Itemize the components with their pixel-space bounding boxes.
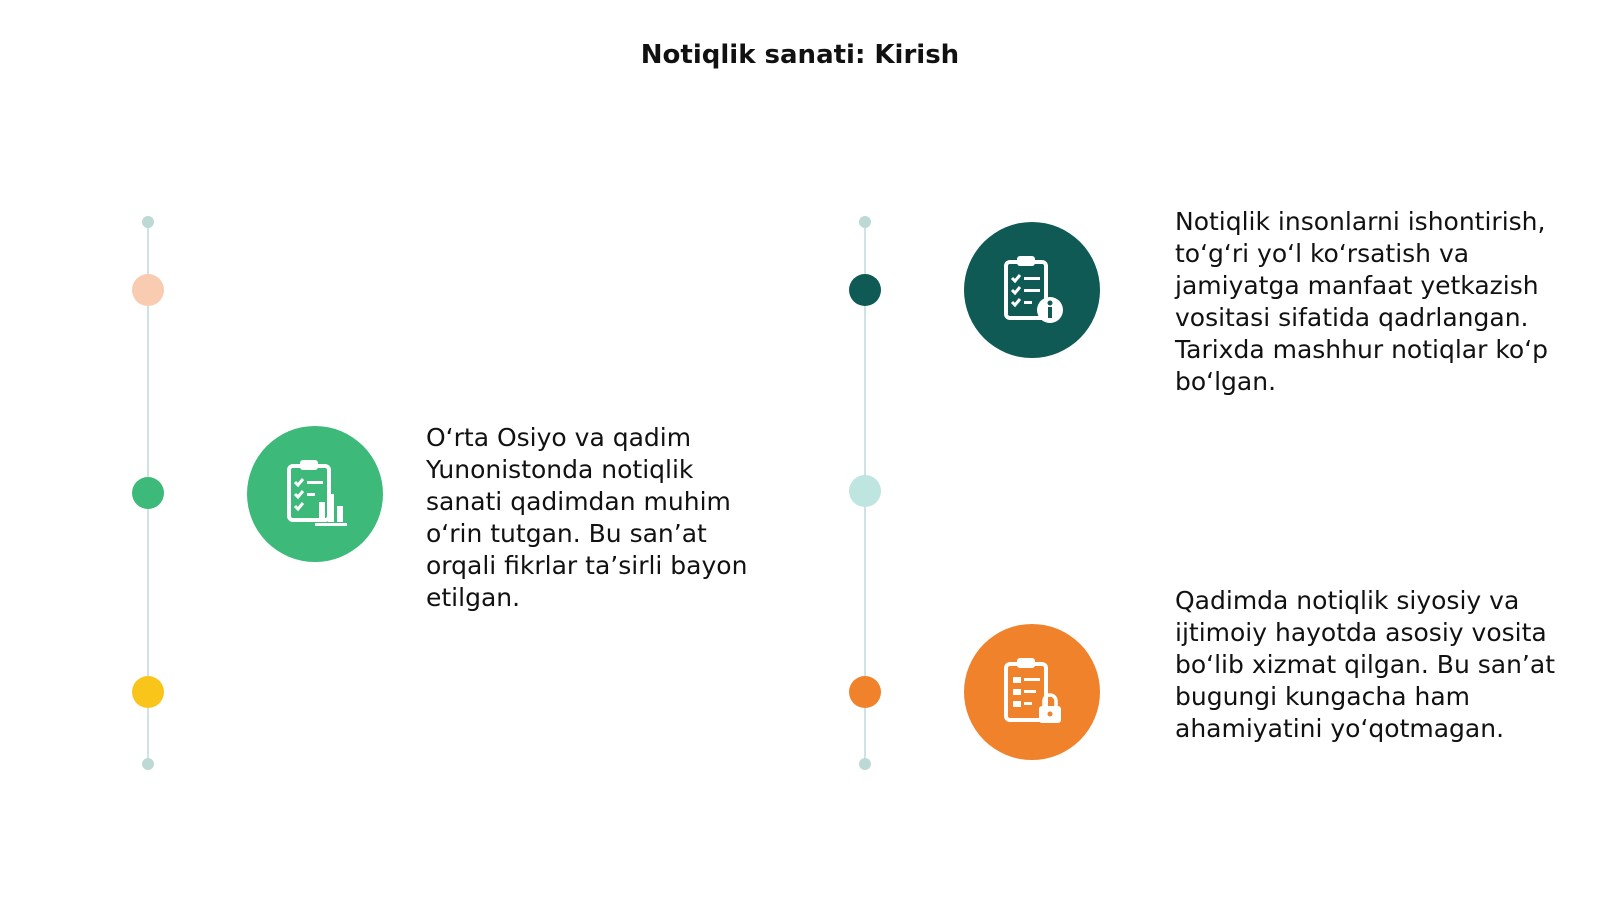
- timeline-end-dot: [859, 758, 871, 770]
- timeline-start-dot: [859, 216, 871, 228]
- timeline-dot-light-teal: [849, 475, 881, 507]
- timeline-start-dot: [142, 216, 154, 228]
- page-title: Notiqlik sanati: Kirish: [640, 40, 960, 70]
- timeline-dot-dark-teal: [849, 274, 881, 306]
- timeline-dot-peach: [132, 274, 164, 306]
- clipboard-info-icon: [992, 250, 1072, 330]
- timeline-dot-green: [132, 477, 164, 509]
- icon-badge-green: [247, 426, 383, 562]
- timeline-dot-orange: [849, 676, 881, 708]
- timeline-end-dot: [142, 758, 154, 770]
- clipboard-lock-icon: [992, 652, 1072, 732]
- icon-badge-orange: [964, 624, 1100, 760]
- icon-badge-dark-teal: [964, 222, 1100, 358]
- timeline-item-text: Qadimda notiqlik siyosiy va ijtimoiy hayotda asosiy vosita bo‘lib xizmat qilgan. Bu san’at bugungi kungacha ham ahamiyatini yo‘qotmagan.: [1175, 586, 1555, 743]
- timeline-item-text: O‘rta Osiyo va qadim Yunonistonda notiqlik sanati qadimdan muhim o‘rin tutgan. Bu san’at orqali fikrlar ta’sirli bayon etilgan.: [426, 423, 748, 612]
- clipboard-chart-icon: [275, 454, 355, 534]
- timeline-dot-yellow: [132, 676, 164, 708]
- timeline-item-text: Notiqlik insonlarni ishontirish, to‘g‘ri yo‘l ko‘rsatish va jamiyatga manfaat yetkazish vositasi sifatida qadrlangan. Tarixda mashhur notiqlar ko‘p bo‘lgan.: [1175, 207, 1549, 396]
